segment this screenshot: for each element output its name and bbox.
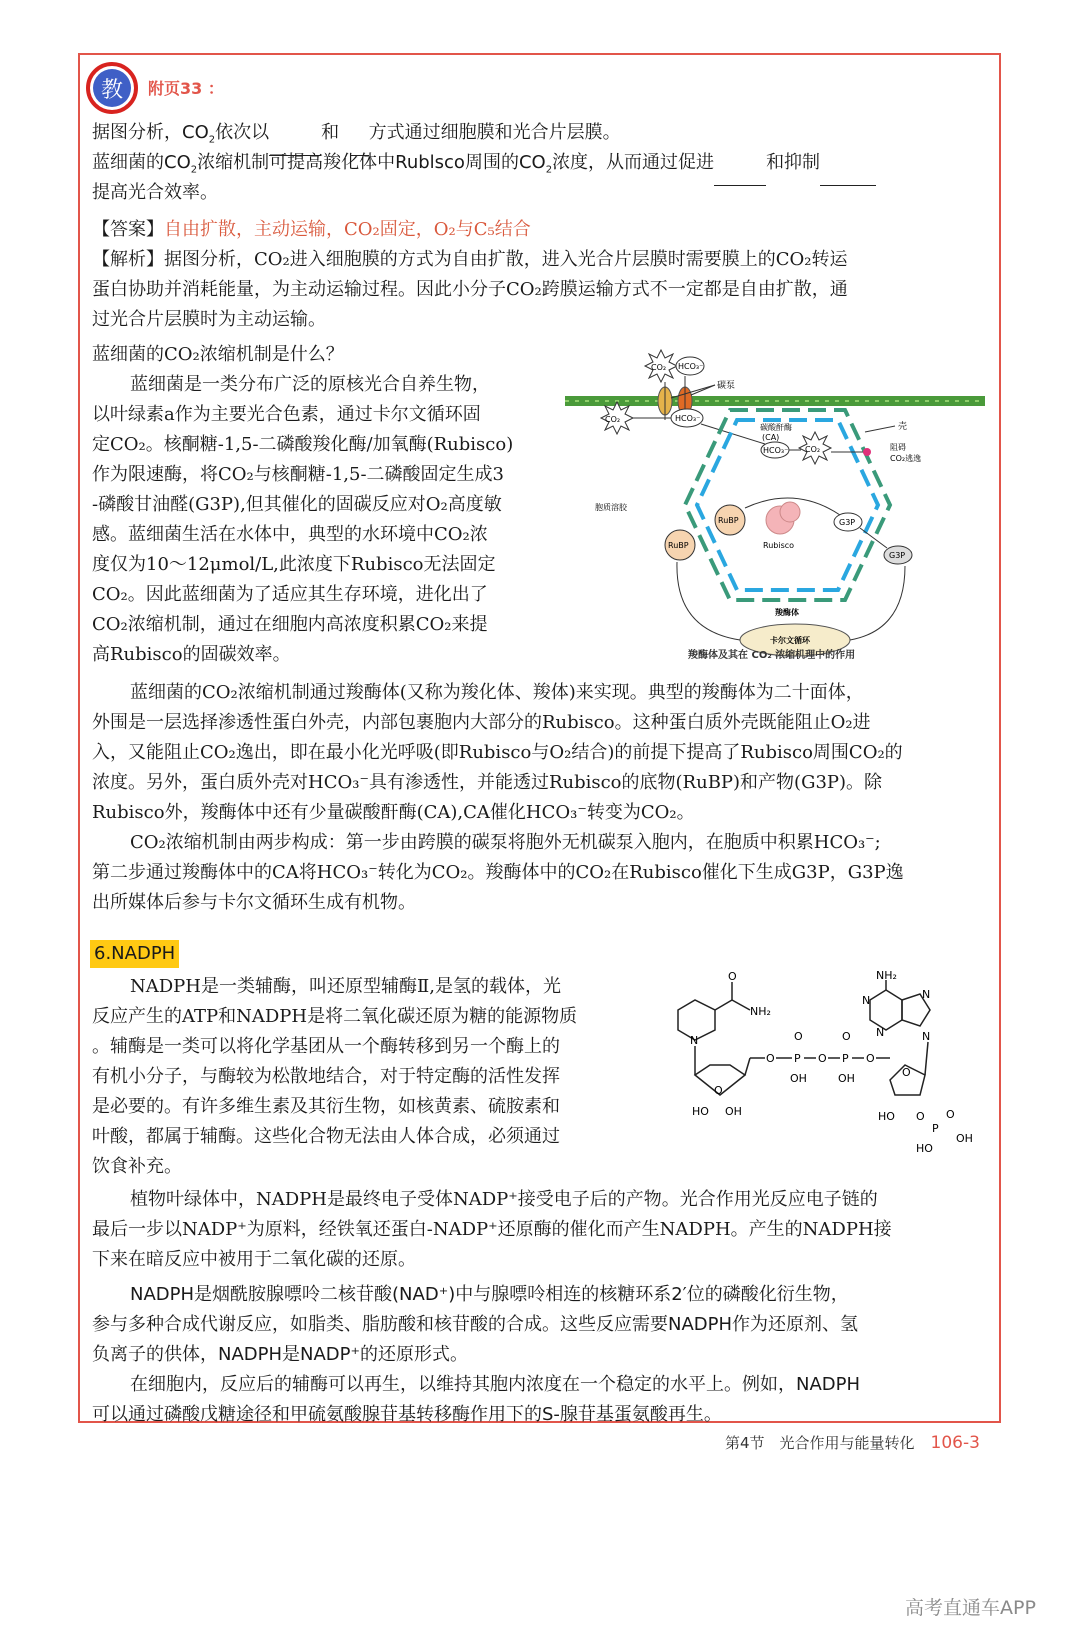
svg-text:HO: HO — [692, 1105, 709, 1118]
ccm-p3-line: 出所媒体后参与卡尔文循环生成有机物。 — [92, 892, 416, 913]
svg-text:O: O — [866, 1052, 875, 1065]
ccm-p3-line: CO₂浓缩机制由两步构成：第一步由跨膜的碳泵将胞外无机碳泵入胞内，在胞质中积累HCO₃⁻; — [130, 832, 881, 853]
carboxysome-diagram — [565, 340, 985, 660]
answer-label: 【答案】 — [92, 219, 164, 240]
footer-section-title: 第4节 光合作用与能量转化 — [725, 1434, 915, 1452]
svg-text:CO₂逃逸: CO₂逃逸 — [890, 454, 922, 463]
svg-text:碳泵: 碳泵 — [717, 381, 736, 391]
q2-text-b: 浓缩机制可提高羧化体中Rublsco周围的CO — [197, 152, 546, 173]
page-footer — [725, 1432, 980, 1453]
answer-blank-3 — [714, 167, 766, 186]
q2-text-a: 蓝细菌的CO — [92, 152, 191, 173]
svg-text:N: N — [922, 988, 931, 1001]
nadph-left-line: 反应产生的ATP和NADPH是将二氧化碳还原为糖的能源物质 — [92, 1006, 578, 1027]
page-number: 106-3 — [930, 1433, 980, 1453]
svg-text:O: O — [794, 1030, 803, 1043]
answer-line — [92, 215, 531, 245]
nadph-structure-diagram — [670, 970, 1000, 1170]
svg-text:N: N — [862, 994, 871, 1007]
q2-sub2: 2 — [545, 164, 553, 176]
ccm-p3-line: 第二步通过羧酶体中的CA将HCO₃⁻转化为CO₂。羧酶体中的CO₂在Rubisco催化下生成G3P，G3P逸 — [92, 862, 904, 883]
svg-text:阻碍: 阻碍 — [890, 443, 906, 452]
ccm-left-line: CO₂。因此蓝细菌为了适应其生存环境，进化出了 — [92, 584, 488, 605]
svg-text:O: O — [818, 1052, 827, 1065]
svg-text:O: O — [714, 1084, 723, 1097]
svg-text:O: O — [728, 970, 737, 983]
nadph-p2-line: 最后一步以NADP⁺为原料，经铁氧还蛋白-NADP⁺还原酶的催化而产生NADPH。产生的NADPH接 — [92, 1219, 892, 1240]
svg-text:HCO₃⁻: HCO₃⁻ — [678, 362, 704, 371]
svg-text:羧酶体: 羧酶体 — [775, 608, 799, 617]
svg-text:O: O — [766, 1052, 775, 1065]
ccm-p2-line: 蓝细菌的CO₂浓缩机制通过羧酶体(又称为羧化体、羧体)来实现。典型的羧酶体为二十面体， — [130, 682, 864, 703]
ccm-p2-line: 入，又能阻止CO₂逸出，即在最小化光呼吸(即Rubisco与O₂结合)的前提下提高了Rubisco周围CO₂的 — [92, 742, 903, 763]
svg-text:P: P — [842, 1052, 849, 1065]
svg-text:O: O — [842, 1030, 851, 1043]
svg-text:NH₂: NH₂ — [750, 1005, 771, 1018]
svg-text:HO: HO — [916, 1142, 933, 1155]
ccm-left-line: 高Rubisco的固碳效率。 — [92, 644, 291, 665]
nadph-p2-line: 植物叶绿体中，NADPH是最终电子受体NADP⁺接受电子后的产物。光合作用光反应电子链的 — [130, 1189, 878, 1210]
svg-text:碳酸酐酶: 碳酸酐酶 — [760, 423, 792, 432]
svg-text:RuBP: RuBP — [718, 516, 739, 525]
svg-text:胞质溶胶: 胞质溶胶 — [595, 503, 627, 512]
ccm-left-paragraph — [92, 370, 513, 670]
ccm-left-line: 定CO₂。核酮糖-1,5-二磷酸羧化酶/加氧酶(Rubisco) — [92, 434, 514, 455]
ccm-left-line: 作为限速酶，将CO₂与核酮糖-1,5-二磷酸固定生成3 — [92, 464, 504, 485]
nadph-p3-line: 负离子的供体，NADPH是NADP⁺的还原形式。 — [92, 1344, 469, 1365]
q1-text-d: 方式通过细胞膜和光合片层膜。 — [368, 122, 621, 143]
ccm-p2-line: Rubisco外，羧酶体中还有少量碳酸酐酶(CA),CA催化HCO₃⁻转变为CO₂。 — [92, 802, 695, 823]
ccm-left-line: 度仅为10～12μmol/L,此浓度下Rubisco无法固定 — [92, 554, 496, 575]
ccm-left-line: 感。蓝细菌生活在水体中，典型的水环境中CO₂浓 — [92, 524, 488, 545]
svg-text:HO: HO — [878, 1110, 895, 1123]
nadph-paragraph-2 — [92, 1185, 992, 1275]
nadph-p2-line: 下来在暗反应中被用于二氧化碳的还原。 — [92, 1249, 416, 1270]
svg-text:P: P — [932, 1122, 939, 1135]
analysis-text-1: 据图分析，CO₂进入细胞膜的方式为自由扩散，进入光合片层膜时需要膜上的CO₂转运 — [164, 249, 848, 270]
svg-text:RuBP: RuBP — [668, 541, 689, 550]
appendix-label: 附页33 ： — [148, 79, 224, 98]
svg-text:N: N — [876, 1026, 885, 1039]
ccm-left-line: CO₂浓缩机制，通过在细胞内高浓度积累CO₂来提 — [92, 614, 488, 635]
svg-text:卡尔文循环: 卡尔文循环 — [770, 636, 810, 645]
nadph-left-line: NADPH是一类辅酶，叫还原型辅酶Ⅱ,是氢的载体，光 — [130, 976, 561, 997]
svg-text:O: O — [902, 1066, 911, 1079]
q2-text-c: 浓度，从而通过促进 — [552, 152, 715, 173]
q1-text-a: 据图分析，CO — [92, 122, 209, 143]
ccm-left-line: -磷酸甘油醛(G3P),但其催化的固碳反应对O₂高度敏 — [92, 494, 502, 515]
svg-text:CO₂: CO₂ — [605, 415, 621, 424]
nadph-section-tag: 6.NADPH — [90, 940, 179, 968]
answer-blank-4 — [820, 167, 876, 186]
ccm-paragraph-3 — [92, 828, 992, 918]
ccm-p2-line: 外围是一层选择渗透性蛋白外壳，内部包裹胞内大部分的Rubisco。这种蛋白质外壳既能阻止O₂进 — [92, 712, 871, 733]
svg-text:OH: OH — [956, 1132, 973, 1145]
nadph-left-line: 叶酸，都属于辅酶。这些化合物无法由人体合成，必须通过 — [92, 1126, 560, 1147]
svg-text:HCO₃⁻: HCO₃⁻ — [675, 414, 701, 423]
svg-text:OH: OH — [725, 1105, 742, 1118]
svg-text:G3P: G3P — [839, 518, 856, 527]
ccm-title: 蓝细菌的CO₂浓缩机制是什么？ — [92, 344, 344, 365]
svg-text:壳: 壳 — [898, 422, 908, 432]
q2-text-d: 和抑制 — [766, 152, 821, 173]
svg-text:N: N — [690, 1034, 699, 1047]
nadph-p3-line: 参与多种合成代谢反应，如脂类、脂肪酸和核苷酸的合成。这些反应需要NADPH作为还原剂、氢 — [92, 1314, 859, 1335]
svg-text:P: P — [794, 1052, 801, 1065]
nadph-paragraph-3 — [92, 1280, 992, 1370]
q1-sub: 2 — [208, 134, 216, 146]
svg-text:CO₂: CO₂ — [651, 363, 667, 372]
svg-text:O: O — [946, 1108, 955, 1121]
nadph-left-line: 。辅酶是一类可以将化学基团从一个酶转移到另一个酶上的 — [92, 1036, 560, 1057]
figure1-caption: 羧酶体及其在 CO₂ 浓缩机理中的作用 — [688, 650, 856, 661]
nadph-p4-line: 可以通过磷酸戊糖途径和甲硫氨酸腺苷基转移酶作用下的S-腺苷基蛋氨酸再生。 — [92, 1404, 722, 1425]
ccm-p2-line: 浓度。另外，蛋白质外壳对HCO₃⁻具有渗透性，并能透过Rubisco的底物(RuBP)和产物(G3P)。除 — [92, 772, 883, 793]
nadph-left-paragraph — [92, 972, 577, 1182]
svg-text:(CA): (CA) — [762, 433, 780, 442]
nadph-paragraph-4 — [92, 1370, 992, 1430]
ccm-paragraph-2 — [92, 678, 992, 828]
analysis-line-3: 过光合片层膜时为主动运输。 — [92, 309, 326, 330]
svg-text:G3P: G3P — [889, 551, 906, 560]
analysis-line-1 — [92, 245, 848, 275]
svg-text:CO₂: CO₂ — [805, 445, 821, 454]
svg-text:OH: OH — [838, 1072, 855, 1085]
nadph-p4-line: 在细胞内，反应后的辅酶可以再生，以维持其胞内浓度在一个稳定的水平上。例如，NADPH — [130, 1374, 861, 1395]
badge-char: 教 — [93, 69, 131, 107]
ccm-left-line: 以叶绿素a作为主要光合色素，通过卡尔文循环固 — [92, 404, 481, 425]
nadph-left-line: 有机小分子，与酶较为松散地结合，对于特定酶的活性发挥 — [92, 1066, 560, 1087]
q2-sub: 2 — [190, 164, 198, 176]
svg-text:OH: OH — [790, 1072, 807, 1085]
q1-text-b: 依次以 — [215, 122, 270, 143]
ccm-left-line: 蓝细菌是一类分布广泛的原核光合自养生物， — [130, 374, 490, 395]
teacher-badge-icon — [86, 62, 138, 114]
q1-text-c: 和 — [321, 122, 340, 143]
svg-text:NH₂: NH₂ — [876, 970, 897, 982]
analysis-line-2: 蛋白协助并消耗能量，为主动运输过程。因此小分子CO₂跨膜运输方式不一定都是自由扩散，通 — [92, 279, 848, 300]
app-watermark: 高考直通车APP — [905, 1597, 1036, 1619]
nadph-p3-line: NADPH是烟酰胺腺嘌呤二核苷酸(NAD⁺)中与腺嘌呤相连的核糖环系2′位的磷酸化衍生物， — [130, 1284, 849, 1305]
analysis-label: 【解析】 — [92, 249, 164, 270]
question-line-3: 提高光合效率。 — [92, 182, 218, 203]
svg-text:HCO₃⁻: HCO₃⁻ — [763, 446, 789, 455]
answer-text: 自由扩散，主动运输，CO₂固定，O₂与C₅结合 — [164, 219, 531, 240]
svg-text:O: O — [916, 1110, 925, 1123]
nadph-left-line: 饮食补充。 — [92, 1156, 182, 1177]
svg-text:Rubisco: Rubisco — [763, 541, 795, 550]
svg-text:N: N — [922, 1030, 931, 1043]
nadph-left-line: 是必要的。有许多维生素及其衍生物，如核黄素、硫胺素和 — [92, 1096, 560, 1117]
